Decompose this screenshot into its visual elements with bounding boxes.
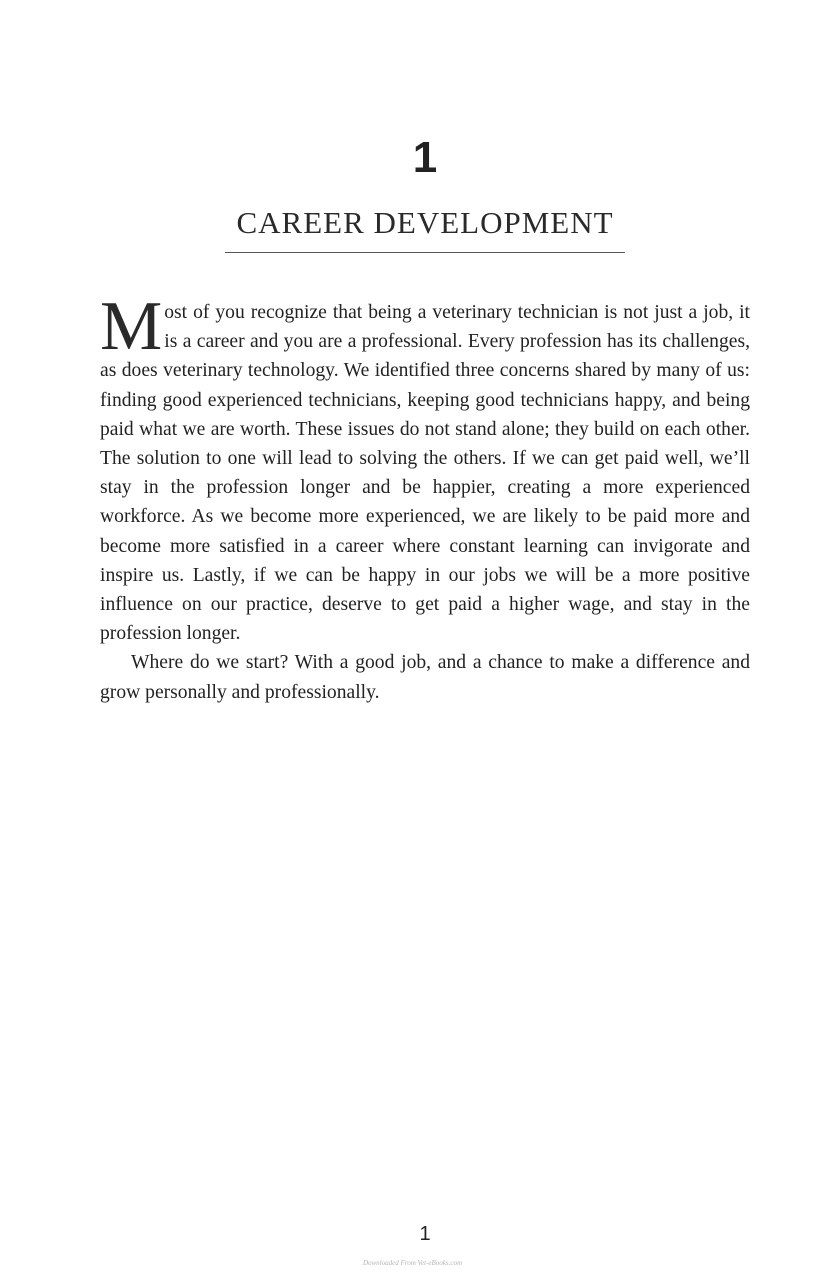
paragraph-first bbox=[100, 288, 750, 648]
download-watermark: Downloaded From Vet-eBooks.com bbox=[362, 1259, 463, 1267]
drop-cap: M bbox=[100, 288, 163, 365]
chapter-number: 1 bbox=[412, 133, 438, 182]
title-divider bbox=[225, 252, 625, 253]
chapter-title: CAREER DEVELOPMENT bbox=[236, 205, 614, 240]
page-number: 1 bbox=[419, 1223, 431, 1245]
body-text bbox=[100, 288, 750, 707]
paragraph-first-text: ost of you recognize that being a veterinary technician is not just a job, it is a career and you are a professional. Every profession has its challenges, as does veterinary technology. We identified three concerns shared by many of us: finding good experienced technicians, keeping good technicians happy, and being paid what we are worth. These issues do not stand alone; they build on each other. The solution to one will lead to solving the others. If we can get paid well, we’ll stay in the profession longer and be happier, creating a more experienced workforce. As we become more experienced, we are likely to be paid more and become more satisfied in a career where constant learning can invigorate and inspire us. Lastly, if we can be happy in our jobs we will be a more positive influence on our practice, deserve to get paid a higher wage, and stay in the profession longer. bbox=[100, 302, 750, 645]
paragraph-second: Where do we start? With a good job, and a chance to make a difference and grow personally and professionally. bbox=[100, 652, 750, 703]
